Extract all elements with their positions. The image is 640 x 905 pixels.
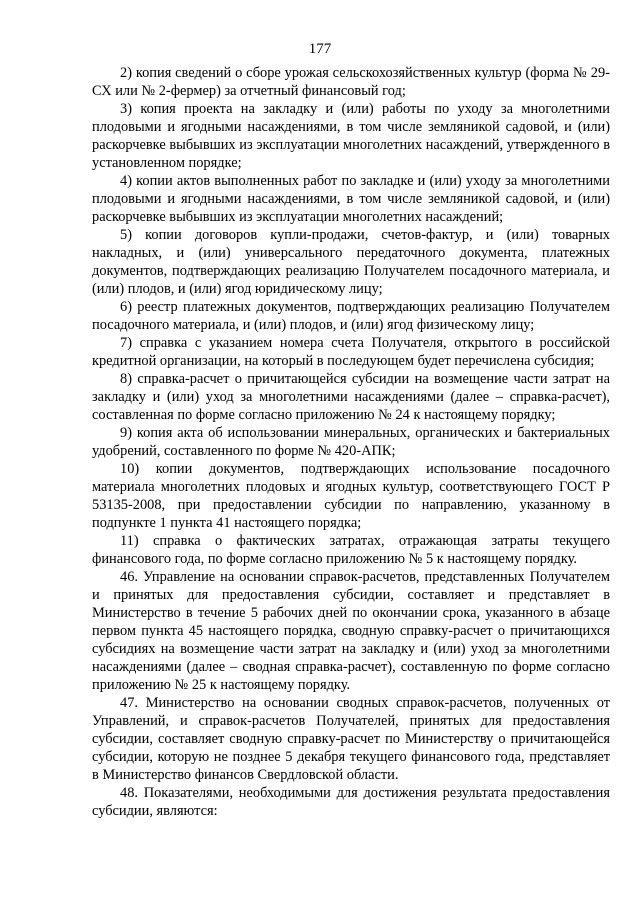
paragraph-item-2: 2) копия сведений о сборе урожая сельскохозяйственных культур (форма № 29-СХ или № 2-фермер) за отчетный финансовый год; — [92, 65, 610, 99]
paragraph-item-10: 10) копии документов, подтверждающих использование посадочного материала многолетних плодовых и ягодных культур, соответствующего ГОСТ Р 53135-2008, при предоставлении субсидии по направлению, указанному в подпункте 1 пункта 41 настоящего порядка; — [92, 461, 610, 531]
paragraph-clause-47: 47. Министерство на основании сводных справок-расчетов, полученных от Управлений, и справок-расчетов Получателей, принятых для предоставления субсидии, составляет сводную справку-расчет по Министерству о причитающейся субсидии, которую не позднее 5 декабря текущего финансового года, представляет в Министерство финансов Свердловской области. — [92, 695, 610, 783]
paragraph-item-6: 6) реестр платежных документов, подтверждающих реализацию Получателем посадочного материала, и (или) плодов, и (или) ягод физическому лицу; — [92, 299, 610, 333]
paragraph-item-8: 8) справка-расчет о причитающейся субсидии на возмещение части затрат на закладку и (или) уход за многолетними насаждениями (далее – справка-расчет), составленная по форме согласно приложению № 24 к настоящему порядку; — [92, 371, 610, 423]
paragraph-item-9: 9) копия акта об использовании минеральных, органических и бактериальных удобрений, составленного по форме № 420-АПК; — [92, 425, 610, 459]
paragraph-item-11: 11) справка о фактических затратах, отражающая затраты текущего финансового года, по форме согласно приложению № 5 к настоящему порядку. — [92, 533, 610, 567]
document-body — [92, 64, 610, 820]
page-number: 177 — [308, 41, 332, 57]
paragraph-item-4: 4) копии актов выполненных работ по закладке и (или) уходу за многолетними плодовыми и ягодными насаждениями, в том числе земляникой садовой, и (или) раскорчевке выбывших из эксплуатации многолетних насаждений; — [92, 173, 610, 225]
paragraph-clause-48: 48. Показателями, необходимыми для достижения результата предоставления субсидии, являются: — [92, 785, 610, 819]
paragraph-item-5: 5) копии договоров купли-продажи, счетов-фактур, и (или) товарных накладных, и (или) универсального передаточного документа, платежных документов, подтверждающих реализацию Получателем посадочного материала, и (или) плодов, и (или) ягод юридическому лицу; — [92, 227, 610, 297]
paragraph-item-3: 3) копия проекта на закладку и (или) работы по уходу за многолетними плодовыми и ягодными насаждениями, в том числе земляникой садовой, и (или) раскорчевке выбывших из эксплуатации многолетних насаждений, утвержденного в установленном порядке; — [92, 101, 610, 171]
paragraph-clause-46: 46. Управление на основании справок-расчетов, представленных Получателем и принятых для предоставления субсидии, составляет и представляет в Министерство в течение 5 рабочих дней по окончании срока, указанного в абзаце первом пункта 45 настоящего порядка, сводную справку-расчет о причитающихся субсидиях на возмещение части затрат на закладку и (или) уход за многолетними насаждениями (далее – сводная справка-расчет), составленную по форме согласно приложению № 25 к настоящему порядку. — [92, 569, 610, 693]
paragraph-item-7: 7) справка с указанием номера счета Получателя, открытого в российской кредитной организации, на который в последующем будет перечислена субсидия; — [92, 335, 610, 369]
